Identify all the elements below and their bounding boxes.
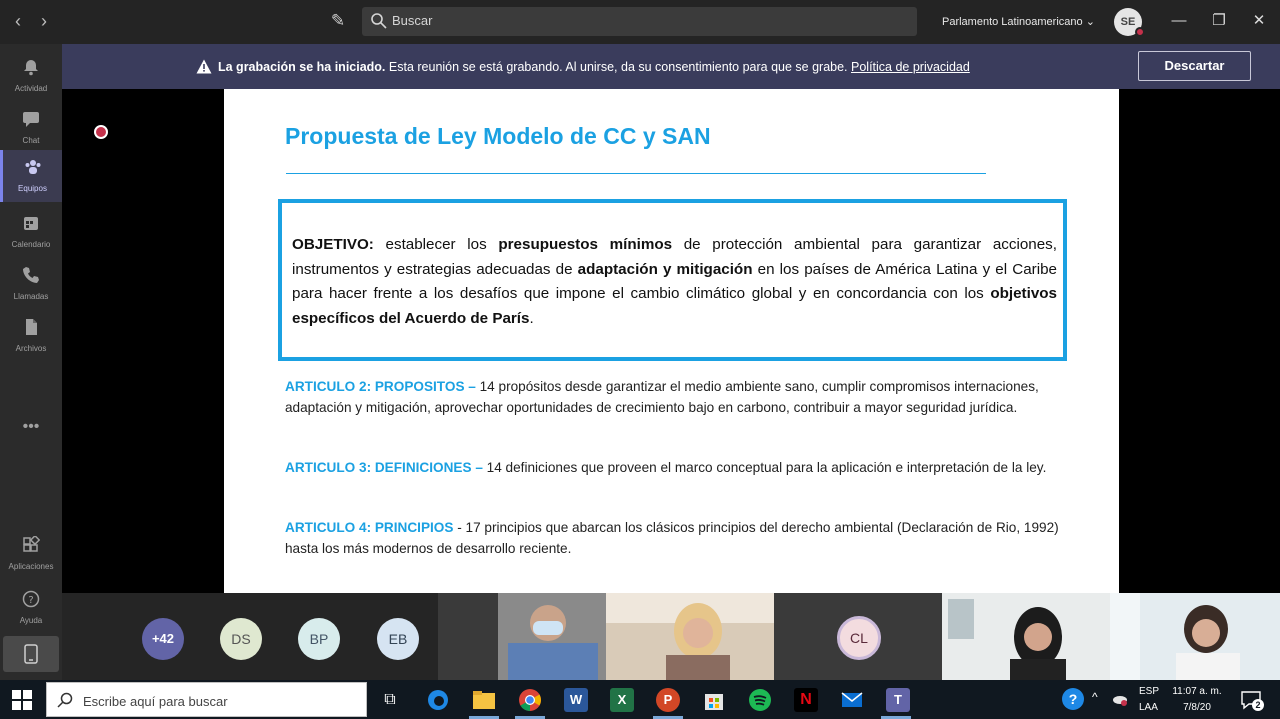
- rail-item-activity[interactable]: [0, 50, 62, 102]
- compose-icon[interactable]: ✎: [330, 11, 346, 30]
- article-heading: ARTICULO 4: PRINCIPIOS: [285, 520, 458, 535]
- warning-icon: [196, 59, 212, 74]
- objective-part: .: [529, 309, 534, 327]
- rail-item-label: Ayuda: [19, 616, 43, 625]
- status-dot-icon: [1135, 27, 1145, 37]
- participant-video-image: [606, 593, 774, 680]
- bell-icon: [22, 58, 40, 76]
- video-tile[interactable]: [942, 593, 1110, 680]
- objective-bold: presupuestos mínimos: [498, 236, 673, 253]
- recording-banner: [62, 44, 1280, 89]
- search-input[interactable]: [362, 7, 917, 36]
- clock-time[interactable]: 11:07 a. m.: [1172, 686, 1222, 697]
- rail-item-calendar[interactable]: [0, 206, 62, 258]
- participant-video-image: [438, 593, 606, 680]
- objective-label: OBJETIVO:: [292, 236, 374, 253]
- objective-box: [278, 199, 1067, 361]
- article-text: 14 definiciones que proveen el marco conceptual para la aplicación e interpretación de la ley.: [486, 460, 1047, 475]
- app-rail: [0, 44, 62, 680]
- excel-icon[interactable]: X: [610, 688, 634, 712]
- mail-icon[interactable]: [840, 688, 864, 712]
- mobile-icon: [23, 644, 39, 664]
- language-indicator[interactable]: ESP: [1139, 686, 1160, 697]
- calendar-icon: [22, 214, 40, 232]
- rail-item-help[interactable]: [0, 582, 62, 634]
- video-tile-avatar[interactable]: [774, 593, 942, 680]
- back-icon[interactable]: ‹: [15, 11, 21, 31]
- rail-item-chat[interactable]: [0, 102, 62, 154]
- article-heading: ARTICULO 3: DEFINICIONES –: [285, 460, 487, 475]
- rail-item-label: Chat: [22, 136, 40, 145]
- avatar[interactable]: BP: [298, 618, 340, 660]
- svg-text:?: ?: [28, 595, 34, 606]
- chat-icon: [22, 110, 40, 128]
- rail-item-teams[interactable]: [0, 150, 62, 202]
- recording-indicator-icon: [94, 125, 108, 139]
- privacy-link[interactable]: Política de privacidad: [851, 60, 970, 74]
- notifications-icon[interactable]: [1240, 689, 1262, 711]
- forward-icon[interactable]: ›: [41, 11, 47, 31]
- netflix-icon[interactable]: N: [794, 688, 818, 712]
- video-tile[interactable]: [438, 593, 606, 680]
- rail-item-label: Calendario: [11, 240, 51, 249]
- avatar[interactable]: DS: [220, 618, 262, 660]
- powerpoint-icon[interactable]: P: [656, 688, 680, 712]
- device-button[interactable]: [3, 636, 59, 672]
- search-icon: [370, 12, 388, 30]
- spotify-icon[interactable]: [748, 688, 772, 712]
- title-divider: [286, 173, 986, 174]
- clock-date[interactable]: 7/8/20: [1183, 702, 1211, 713]
- chrome-icon[interactable]: [518, 688, 542, 712]
- video-tile[interactable]: [1110, 593, 1280, 680]
- objective-part: establecer los: [373, 236, 499, 253]
- org-switcher[interactable]: [942, 15, 1095, 28]
- help-tray-icon[interactable]: ?: [1062, 688, 1084, 710]
- close-icon[interactable]: ✕: [1252, 12, 1266, 29]
- participant-video-image: [1110, 593, 1280, 680]
- chevron-up-icon[interactable]: ^: [1092, 690, 1098, 704]
- article-2: [285, 377, 1065, 418]
- article-4: [285, 518, 1065, 559]
- task-view-icon[interactable]: ⧉: [384, 691, 396, 708]
- objective-part: de protección ambiental para garantizar acciones, instrumentos y estrategias adecuadas de: [292, 236, 1057, 278]
- taskbar-search-input[interactable]: [46, 682, 367, 717]
- rail-item-files[interactable]: [0, 310, 62, 362]
- file-explorer-icon[interactable]: [472, 688, 496, 712]
- avatar: CL: [837, 616, 881, 660]
- teams-icon: [24, 158, 42, 176]
- chevron-down-icon: ⌄: [1085, 16, 1095, 28]
- windows-start-icon[interactable]: [12, 690, 32, 710]
- apps-icon: [22, 536, 40, 554]
- network-icon[interactable]: [1112, 691, 1128, 707]
- rail-item-label: Aplicaciones: [8, 562, 54, 571]
- windows-taskbar: [0, 680, 1280, 719]
- shared-slide: [224, 89, 1119, 593]
- objective-text: [292, 233, 1057, 331]
- avatar[interactable]: EB: [377, 618, 419, 660]
- banner-bold-text: La grabación se ha iniciado.: [218, 60, 386, 74]
- more-apps-icon[interactable]: •••: [22, 418, 40, 435]
- objective-part: en los países de América Latina y el Caribe para hacer frente a los desafíos que impone el cambio climático global y en concordancia con los: [292, 260, 1057, 302]
- article-text: - 17 principios que abarcan los clásicos principios del derecho ambiental (Declaración de Rio, 1992) hasta los más modernos de desarrollo reciente.: [285, 520, 1059, 556]
- video-tile[interactable]: [606, 593, 774, 680]
- teams-app-icon[interactable]: T: [886, 688, 910, 712]
- banner-text: Esta reunión se está grabando. Al unirse, da su consentimiento para que se grabe.: [385, 60, 851, 74]
- minimize-icon[interactable]: —: [1171, 12, 1187, 29]
- rail-item-label: Archivos: [15, 344, 47, 353]
- participant-strip: [62, 593, 1280, 680]
- rail-item-apps[interactable]: [0, 528, 62, 580]
- files-icon: [22, 318, 40, 336]
- phone-icon: [22, 266, 40, 284]
- rail-item-label: Actividad: [14, 84, 48, 93]
- restore-icon[interactable]: ❐: [1212, 12, 1226, 29]
- overflow-participants[interactable]: +42: [142, 618, 184, 660]
- banner-message: [218, 60, 970, 74]
- help-icon: [22, 590, 40, 608]
- search-placeholder: Buscar: [392, 13, 433, 28]
- objective-bold: objetivos específicos del Acuerdo de París: [292, 285, 1057, 327]
- avatar[interactable]: SE: [1114, 8, 1142, 36]
- word-icon[interactable]: W: [564, 688, 588, 712]
- article-text: 14 propósitos desde garantizar el medio ambiente sano, cumplir compromisos internaciones, adaptación y mitigación, aprovechar oportunidades de crecimiento bajo en carbono, contribuir a mayor seguridad jurídica.: [285, 379, 1039, 415]
- notification-count: 2: [1252, 699, 1264, 711]
- objective-bold: adaptación y mitigación: [577, 260, 753, 278]
- edge-icon[interactable]: [426, 688, 450, 712]
- store-icon[interactable]: [702, 688, 726, 712]
- dismiss-button[interactable]: Descartar: [1138, 51, 1251, 81]
- rail-item-label: Llamadas: [13, 292, 49, 301]
- rail-item-label: Equipos: [18, 184, 47, 193]
- keyboard-layout[interactable]: LAA: [1139, 702, 1158, 713]
- taskbar-search-placeholder: Escribe aquí para buscar: [83, 694, 228, 709]
- org-name: Parlamento Latinoamericano: [942, 16, 1083, 28]
- article-3: [285, 458, 1065, 479]
- search-icon: [57, 692, 73, 708]
- article-heading: ARTICULO 2: PROPOSITOS –: [285, 379, 480, 394]
- title-bar: [0, 0, 1280, 44]
- rail-item-calls[interactable]: [0, 258, 62, 310]
- participant-video-image: [942, 593, 1110, 680]
- slide-title: Propuesta de Ley Modelo de CC y SAN: [285, 123, 711, 149]
